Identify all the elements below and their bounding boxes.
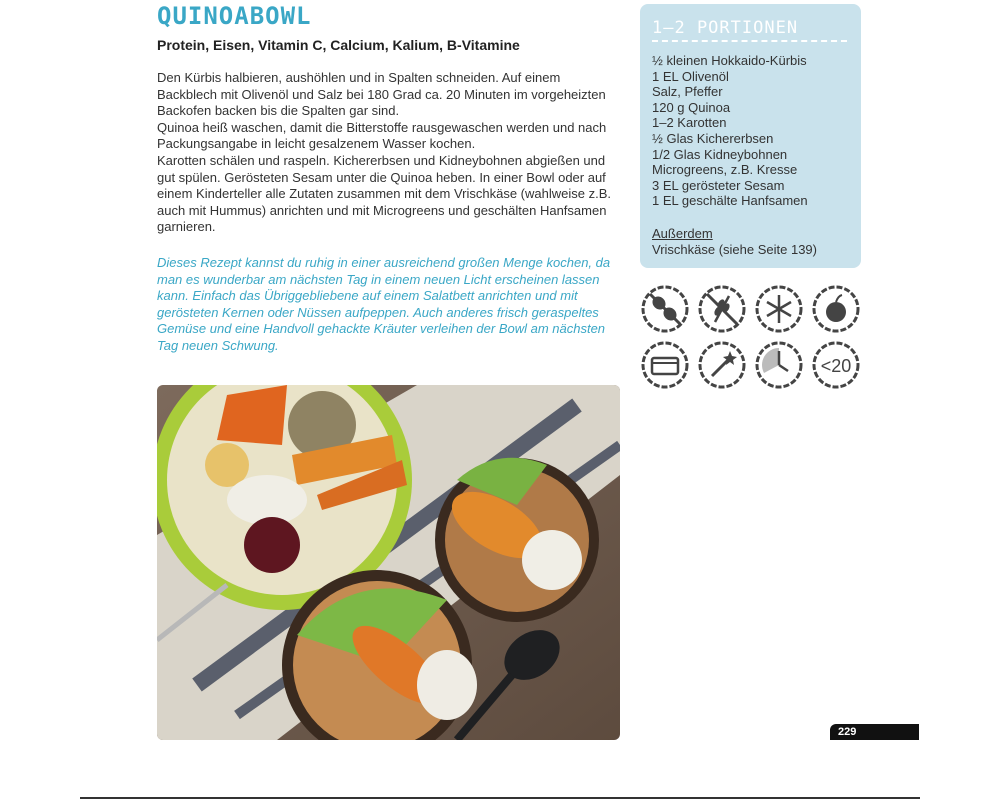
magic-wand-icon: [697, 340, 747, 390]
method-step: Den Kürbis halbieren, aushöhlen und in Spalten schneiden. Auf einem Backblech mit Olivenöl und Salz bei 180 Grad ca. 20 Minuten im vorgeheizten Backofen backen bis die Spalten gar sind.: [157, 70, 606, 119]
method-text: [157, 70, 619, 236]
method-step: Karotten schälen und raspeln. Kichererbsen und Kidneybohnen abgießen und gut spülen. Gerösteten Sesam unter die Quinoa heben. In einer Bowl oder auf einem Kinderteller alle Zutaten zusammen mit dem Vrischkäse (wahlweise z.B. auch mit Hummus) anrichten und mit Microgreens und geschälten Hanfsamen garnieren.: [157, 152, 611, 235]
lunchbox-icon: [640, 340, 690, 390]
ingredient-item: 120 g Quinoa: [652, 99, 731, 115]
ingredient-item: 1 EL geschälte Hanfsamen: [652, 193, 808, 209]
page-number: 229: [830, 724, 919, 740]
portion-box: [640, 4, 861, 268]
freezer-icon: [754, 284, 804, 334]
food-photo: [157, 385, 620, 740]
ingredient-item: 1 EL Olivenöl: [652, 68, 729, 84]
nutrients-line: Protein, Eisen, Vitamin C, Calcium, Kalium, B-Vitamine: [157, 37, 520, 53]
ingredient-item: Microgreens, z.B. Kresse: [652, 162, 798, 178]
ingredient-item: ½ Glas Kichererbsen: [652, 130, 774, 146]
recipe-title: QUINOABOWL: [157, 2, 312, 30]
fruit-icon: [811, 284, 861, 334]
no-peanut-icon: [640, 284, 690, 334]
ingredient-item: 1/2 Glas Kidneybohnen: [652, 146, 788, 162]
ingredient-item: Salz, Pfeffer: [652, 84, 723, 100]
portion-heading: 1–2 PORTIONEN: [652, 18, 847, 42]
under-20-label: <20: [820, 356, 852, 376]
clock-icon: [754, 340, 804, 390]
extra-heading: Außerdem: [652, 225, 713, 241]
method-step: Quinoa heiß waschen, damit die Bitterstoffe rausgewaschen werden und nach Packungsangabe in leicht gesalzenem Wasser kochen.: [157, 119, 607, 152]
ingredient-item: 1–2 Karotten: [652, 115, 727, 131]
extra-item: Vrischkäse (siehe Seite 139): [652, 241, 817, 257]
under-20-minutes-icon: [811, 340, 861, 390]
no-gluten-icon: [697, 284, 747, 334]
ingredient-item: 3 EL gerösteter Sesam: [652, 177, 785, 193]
property-icons: [640, 284, 870, 390]
bottom-rule: [80, 797, 920, 799]
ingredient-list: [652, 53, 849, 209]
ingredient-item: ½ kleinen Hokkaido-Kürbis: [652, 53, 807, 68]
tip-text: Dieses Rezept kannst du ruhig in einer ausreichend großen Menge kochen, da man es wunderbar am nächsten Tag in einem neuen Licht erscheinen lassen kann. Einfach das Übriggebliebene auf einem Salatbett anrichten und mit gerösteten Kernen oder Nüssen aufpeppen. Auch anderes frisch geraspeltes Gemüse und eine Handvoll gehackte Kräuter verleihen der Bowl am nächsten Tag neuen Schwung.: [157, 255, 611, 353]
